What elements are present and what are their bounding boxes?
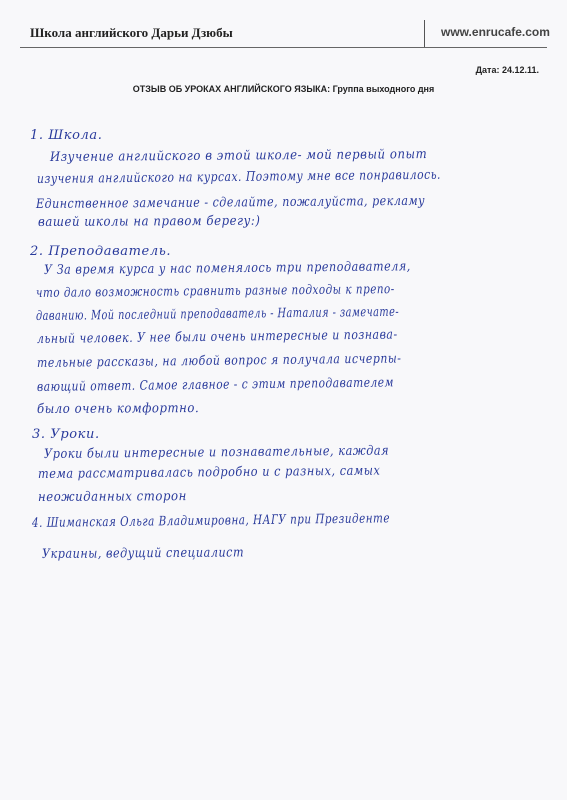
section-1-line: Изучение английского в этой школе- мой первый опыт xyxy=(49,147,428,165)
website-url: www.enrucafe.com xyxy=(441,25,550,39)
section-1-heading: 1. Школа. xyxy=(30,128,103,143)
header-rule xyxy=(20,47,547,48)
header-separator xyxy=(424,20,425,48)
section-2-heading: 2. Преподаватель. xyxy=(30,244,172,259)
section-3-line: тема рассматривалась подробно и с разных, самых xyxy=(37,463,381,482)
section-1-line: изучения английского на курсах. Поэтому мне все понравилось. xyxy=(36,167,442,187)
section-2-line: У За время курса у нас поменялось три преподавателя, xyxy=(43,259,411,278)
document-date: Дата: 24.12.11. xyxy=(475,65,539,75)
section-1-line: Единственное замечание - сделайте, пожалуйста, рекламу xyxy=(35,193,426,212)
school-name: Школа английского Дарьи Дзюбы xyxy=(30,25,233,40)
section-4-line: 4. Шиманская Ольга Владимировна, НАГУ при Президенте xyxy=(31,511,391,531)
section-2-line: тельные рассказы, на любой вопрос я получала исчерпы- xyxy=(36,351,402,371)
section-4-line: Украины, ведущий специалист xyxy=(41,545,245,562)
section-3-line: неожиданных сторон xyxy=(37,489,187,505)
section-2-line: льный человек. У нее были очень интересные и познава- xyxy=(36,327,398,347)
section-2-line: даванию. Мой последний преподаватель - Наталия - замечате- xyxy=(35,304,400,324)
document-title: ОТЗЫВ ОБ УРОКАХ АНГЛИЙСКОГО ЯЗЫКА: Группа выходного дня xyxy=(132,84,435,94)
section-1-line: вашей школы на правом берегу:) xyxy=(37,213,261,230)
section-2-line: что дало возможность сравнить разные подходы к препо- xyxy=(35,282,395,301)
section-3-line: Уроки были интересные и познавательные, каждая xyxy=(43,443,390,462)
page-header xyxy=(20,22,550,46)
section-2-line: вающий ответ. Самое главное - с этим преподавателем xyxy=(36,375,394,395)
section-3-heading: 3. Уроки. xyxy=(32,427,100,442)
section-2-line: было очень комфортно. xyxy=(36,401,200,417)
